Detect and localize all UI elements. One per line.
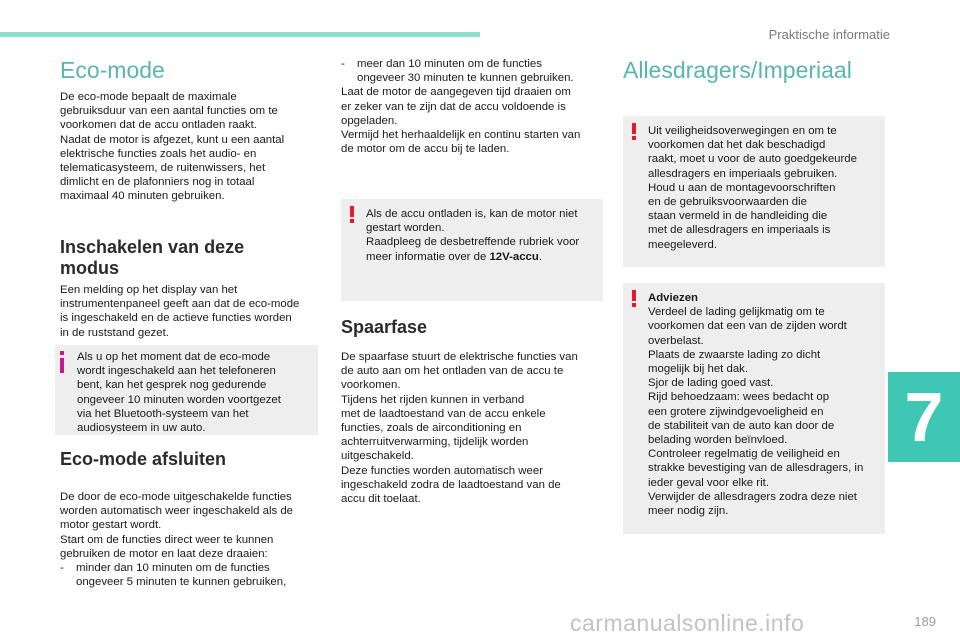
advice-text: Adviezen Verdeel de lading gelijkmatig om te voorkomen dat een van de zijden wordt overbelast. Plaats de zwaarste lading zo dicht mogelijk bij het dak. Sjor de lading goed vast. Rijd behoedzaam: wees bedacht op een grotere zijwindgevoeligheid en de stabiliteit van de auto kan door de belading worden beïnvloed. Controleer regelmatig de veiligheid en strakke bevestiging van de allesdragers, in ieder geval voor elke rit. Verwijder de allesdragers zodra deze niet meer nodig zijn. — [648, 292, 864, 518]
roof-rack-title: Allesdragers/Imperiaal — [623, 57, 852, 83]
switch-on-paragraph: Een melding op het display van het instrumentenpaneel geeft aan dat de eco-mode is ingeschakeld en de actieve functies worden in de ruststand gezet. — [60, 284, 300, 339]
chapter-tab: 7 — [888, 372, 960, 462]
advice-box — [623, 283, 885, 534]
warning-icon — [629, 122, 639, 140]
warning-box-battery — [341, 199, 603, 301]
warning-box-text: Als de accu ontladen is, kan de motor niet gestart worden. Raadpleeg de desbetreffende rubriek voor meer informatie over de 12V-accu. — [366, 208, 580, 263]
warning-icon — [347, 205, 357, 223]
bullet-dash: - minder dan 10 minuten om de functies — [60, 562, 270, 575]
advice-title: Adviezen — [648, 292, 699, 304]
spaarfase-paragraph: De spaarfase stuurt de elektrische functies van de auto aan om het ontladen van de accu te voorkomen. Tijdens het rijden kunnen in verband met de laadtoestand van de accu enkele functies, zoals de airconditioning en achterruitverwarming, tijdelijk worden uitgeschakeld. Deze functies worden automatisch weer ingeschakeld zodra de laadtoestand van de accu dit toelaat. — [341, 351, 578, 506]
switch-off-paragraph: De door de eco-mode uitgeschakelde functies worden automatisch weer ingeschakeld als de motor gestart wordt. Start om de functies direct weer te kunnen gebruiken de motor en laat deze draaien: - minder dan 10 minuten om de functies ongeveer 5 minuten te kunnen gebruiken, — [60, 491, 294, 589]
section-header: Praktische informatie — [768, 27, 890, 42]
spaarfase-title: Spaarfase — [341, 317, 428, 337]
eco-mode-title: Eco-mode — [60, 57, 165, 83]
watermark: carmanualsonline.info — [570, 610, 805, 636]
header-accent-bar — [0, 32, 480, 37]
battery-link-text: 12V-accu — [489, 250, 539, 263]
eco-mode-paragraph: De eco-mode bepaalt de maximale gebruiksduur van een aantal functies om te voorkomen dat de accu ontladen raakt. Nadat de motor is afgezet, kunt u een aantal elektrische functies zoals het audio- en telematicasysteem, de ruitenwissers, het dimlicht en de plafonniers nog in totaal maximaal 40 minuten gebruiken. — [60, 91, 285, 203]
bullet-continuation: - meer dan 10 minuten om de functies ongeveer 30 minuten te kunnen gebruiken. Laat de motor de aangegeven tijd draaien om er zeker van te zijn dat de accu voldoende is opgeladen. Vermijd het herhaaldelijk en continu starten van de motor om de accu bij te laden. — [341, 58, 581, 156]
info-box — [55, 345, 318, 435]
switch-off-title: Eco-mode afsluiten — [60, 449, 227, 469]
switch-on-title: Inschakelen van deze modus — [60, 237, 245, 278]
page-number: 189 — [914, 614, 936, 629]
warning-box-roof — [623, 116, 885, 267]
warning-icon — [629, 289, 639, 307]
info-box-text: Als u op het moment dat de eco-mode wordt ingeschakeld aan het telefoneren bent, kan het gesprek nog gedurende ongeveer 10 minuten worden voortgezet via het Bluetooth-systeem van het audiosysteem in uw auto. — [77, 351, 281, 435]
info-icon — [57, 350, 67, 374]
roof-warning-text: Uit veiligheidsoverwegingen en om te voorkomen dat het dak beschadigd raakt, moet u voor de auto goedgekeurde allesdragers en imperiaals gebruiken. Houd u aan de montagevoorschriften en de gebruiksvoorwaarden die staan vermeld in de handleiding die met de allesdragers en imperiaals is meegeleverd. — [648, 125, 857, 251]
